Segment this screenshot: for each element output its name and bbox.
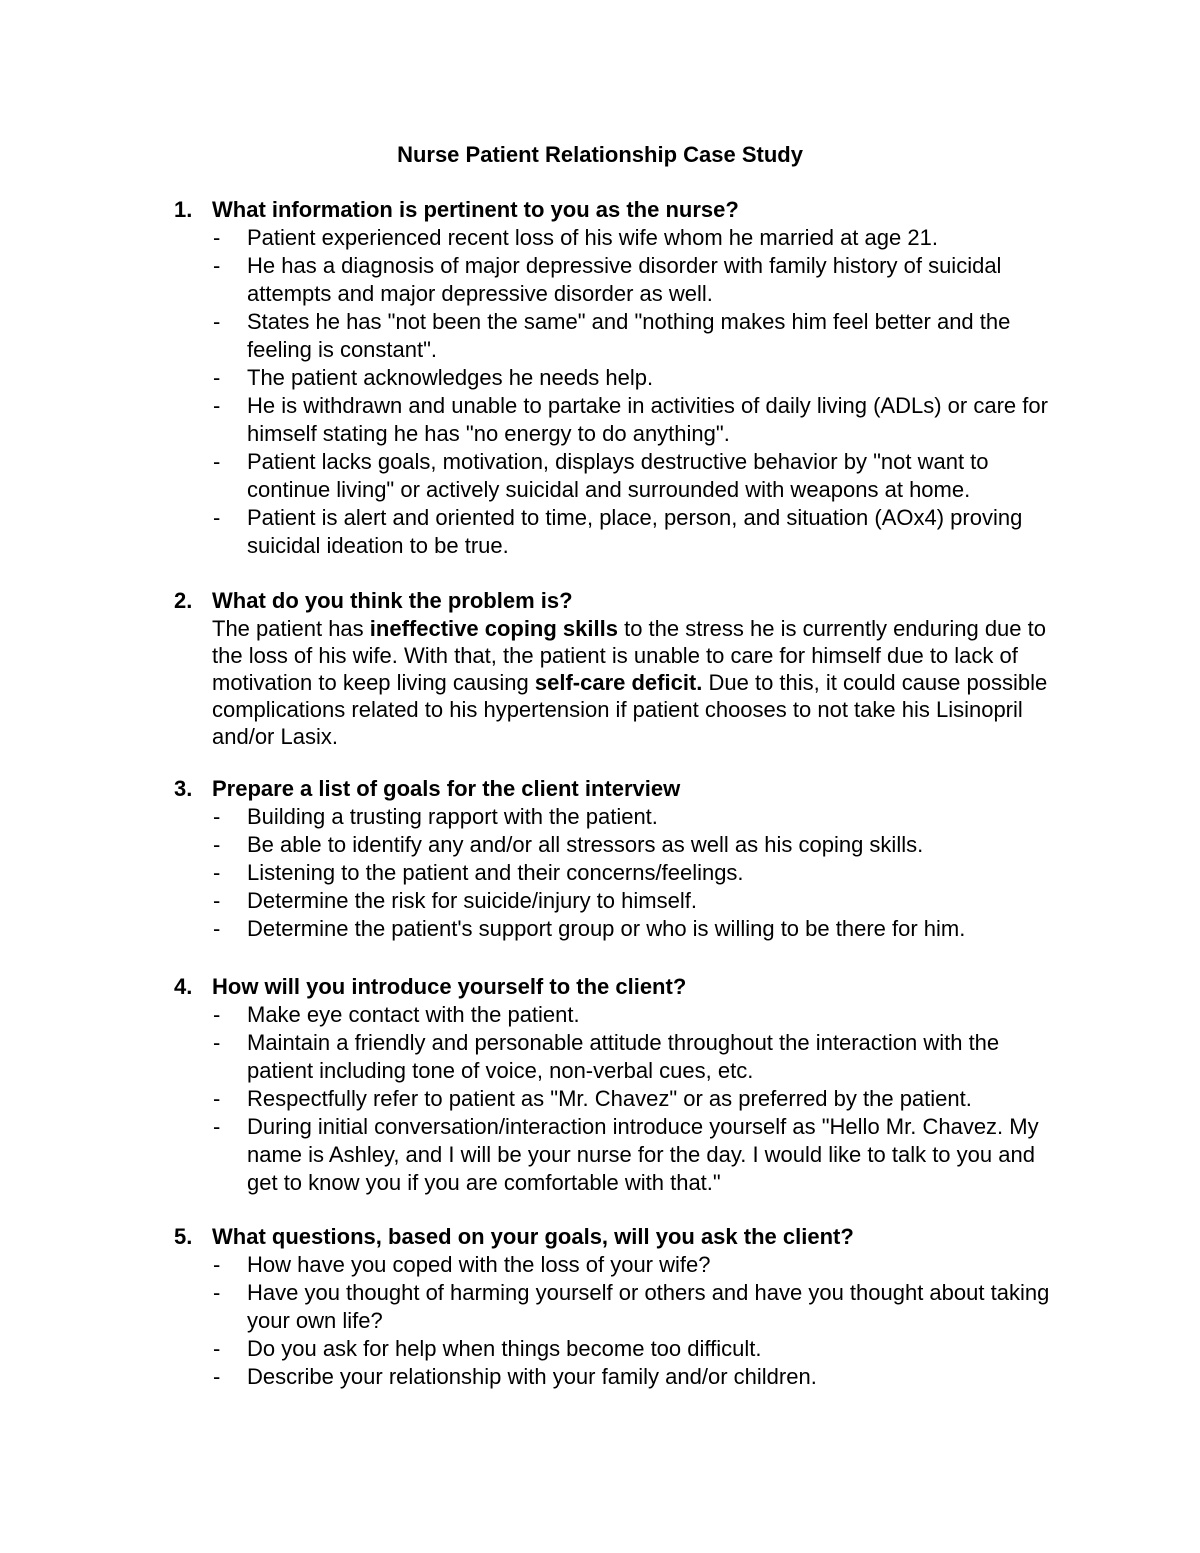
dash-bullet: - bbox=[213, 393, 221, 418]
list-item-text: Make eye contact with the patient. bbox=[247, 1002, 580, 1027]
list-item-text: He has a diagnosis of major depressive disorder with family history of suicidal attempts and major depressive disorder as well. bbox=[247, 253, 1002, 306]
list-item bbox=[174, 308, 1057, 364]
list-item-text: Have you thought of harming yourself or others and have you thought about taking your own life? bbox=[247, 1280, 1050, 1333]
list-item bbox=[174, 364, 1057, 392]
dash-bullet: - bbox=[213, 1002, 221, 1027]
dash-bullet: - bbox=[213, 1114, 221, 1139]
question-heading bbox=[174, 775, 1074, 803]
list-item-text: States he has "not been the same" and "nothing makes him feel better and the feeling is constant". bbox=[247, 309, 1011, 362]
list-item bbox=[174, 1029, 1057, 1085]
answer-list bbox=[174, 803, 1074, 943]
question-heading bbox=[174, 196, 1074, 224]
list-item bbox=[174, 803, 1057, 831]
dash-bullet: - bbox=[213, 449, 221, 474]
list-item bbox=[174, 448, 1057, 504]
list-item-text: Describe your relationship with your family and/or children. bbox=[247, 1364, 817, 1389]
question-text: Prepare a list of goals for the client interview bbox=[212, 776, 681, 801]
dash-bullet: - bbox=[213, 1336, 221, 1361]
question-text: What do you think the problem is? bbox=[212, 588, 573, 613]
list-item-text: He is withdrawn and unable to partake in activities of daily living (ADLs) or care for himself stating he has "no energy to do anything". bbox=[247, 393, 1048, 446]
question-heading bbox=[174, 587, 1074, 615]
dash-bullet: - bbox=[213, 1252, 221, 1277]
list-item-text: Patient experienced recent loss of his wife whom he married at age 21. bbox=[247, 225, 938, 250]
section-5 bbox=[174, 1223, 1074, 1391]
dash-bullet: - bbox=[213, 1030, 221, 1055]
list-item bbox=[174, 392, 1057, 448]
list-item-text: Do you ask for help when things become too difficult. bbox=[247, 1336, 762, 1361]
section-3 bbox=[174, 775, 1074, 943]
list-item bbox=[174, 224, 1057, 252]
list-item bbox=[174, 1251, 1057, 1279]
list-item-text: During initial conversation/interaction introduce yourself as "Hello Mr. Chavez. My name is Ashley, and I will be your nurse for the day. I would like to talk to you and get to know you if you are comfortable with that." bbox=[247, 1114, 1039, 1195]
paragraph-text: The patient has bbox=[212, 616, 370, 641]
emphasis-diagnosis-2: self-care deficit. bbox=[534, 670, 703, 695]
list-item-text: Determine the risk for suicide/injury to himself. bbox=[247, 888, 697, 913]
list-item-text: How have you coped with the loss of your wife? bbox=[247, 1252, 711, 1277]
dash-bullet: - bbox=[213, 1364, 221, 1389]
question-number: 4. bbox=[174, 974, 193, 999]
list-item-text: Determine the patient's support group or who is willing to be there for him. bbox=[247, 916, 966, 941]
question-number: 3. bbox=[174, 776, 193, 801]
list-item-text: Patient is alert and oriented to time, place, person, and situation (AOx4) proving suicidal ideation to be true. bbox=[247, 505, 1023, 558]
list-item bbox=[174, 831, 1057, 859]
question-text: How will you introduce yourself to the client? bbox=[212, 974, 687, 999]
list-item bbox=[174, 1085, 1057, 1113]
answer-list bbox=[174, 1251, 1074, 1391]
question-number: 2. bbox=[174, 588, 193, 613]
list-item-text: Maintain a friendly and personable attitude throughout the interaction with the patient including tone of voice, non-verbal cues, etc. bbox=[247, 1030, 1000, 1083]
paragraph-text: to the stress he is currently enduring due to the loss of his wife. With that, the patient is unable to care for himself due to lack of motivation to keep living causing bbox=[212, 616, 1046, 695]
list-item-text: Respectfully refer to patient as "Mr. Chavez" or as preferred by the patient. bbox=[247, 1086, 972, 1111]
dash-bullet: - bbox=[213, 505, 221, 530]
section-1 bbox=[174, 196, 1074, 560]
section-4 bbox=[174, 973, 1074, 1197]
list-item-text: Listening to the patient and their concerns/feelings. bbox=[247, 860, 744, 885]
dash-bullet: - bbox=[213, 309, 221, 334]
dash-bullet: - bbox=[213, 860, 221, 885]
question-text: What information is pertinent to you as the nurse? bbox=[212, 197, 739, 222]
list-item bbox=[174, 1113, 1057, 1197]
paragraph-text: Due to this, it could cause possible complications related to his hypertension if patient chooses to not take his Lisinopril and/or Lasix. bbox=[212, 670, 1048, 749]
emphasis-diagnosis-1: ineffective coping skills bbox=[369, 616, 618, 641]
dash-bullet: - bbox=[213, 832, 221, 857]
answer-list bbox=[174, 1001, 1074, 1197]
list-item-text: Be able to identify any and/or all stressors as well as his coping skills. bbox=[247, 832, 924, 857]
list-item-text: The patient acknowledges he needs help. bbox=[247, 365, 654, 390]
dash-bullet: - bbox=[213, 365, 221, 390]
list-item bbox=[174, 1279, 1057, 1335]
list-item bbox=[174, 887, 1057, 915]
dash-bullet: - bbox=[213, 225, 221, 250]
list-item bbox=[174, 1335, 1057, 1363]
dash-bullet: - bbox=[213, 1280, 221, 1305]
dash-bullet: - bbox=[213, 1086, 221, 1111]
question-number: 5. bbox=[174, 1224, 193, 1249]
question-number: 1. bbox=[174, 197, 193, 222]
answer-list bbox=[174, 224, 1074, 560]
list-item bbox=[174, 859, 1057, 887]
dash-bullet: - bbox=[213, 253, 221, 278]
list-item-text: Building a trusting rapport with the patient. bbox=[247, 804, 658, 829]
question-heading bbox=[174, 973, 1074, 1001]
list-item bbox=[174, 1363, 1057, 1391]
list-item bbox=[174, 1001, 1057, 1029]
dash-bullet: - bbox=[213, 888, 221, 913]
answer-paragraph bbox=[174, 615, 1062, 750]
dash-bullet: - bbox=[213, 804, 221, 829]
list-item-text: Patient lacks goals, motivation, displays destructive behavior by "not want to continue living" or actively suicidal and surrounded with weapons at home. bbox=[247, 449, 989, 502]
document-title: Nurse Patient Relationship Case Study bbox=[397, 142, 803, 167]
list-item bbox=[174, 252, 1057, 308]
list-item bbox=[174, 504, 1057, 560]
question-text: What questions, based on your goals, will you ask the client? bbox=[212, 1224, 854, 1249]
dash-bullet: - bbox=[213, 916, 221, 941]
list-item bbox=[174, 915, 1057, 943]
section-2 bbox=[174, 587, 1074, 750]
question-heading bbox=[174, 1223, 1074, 1251]
